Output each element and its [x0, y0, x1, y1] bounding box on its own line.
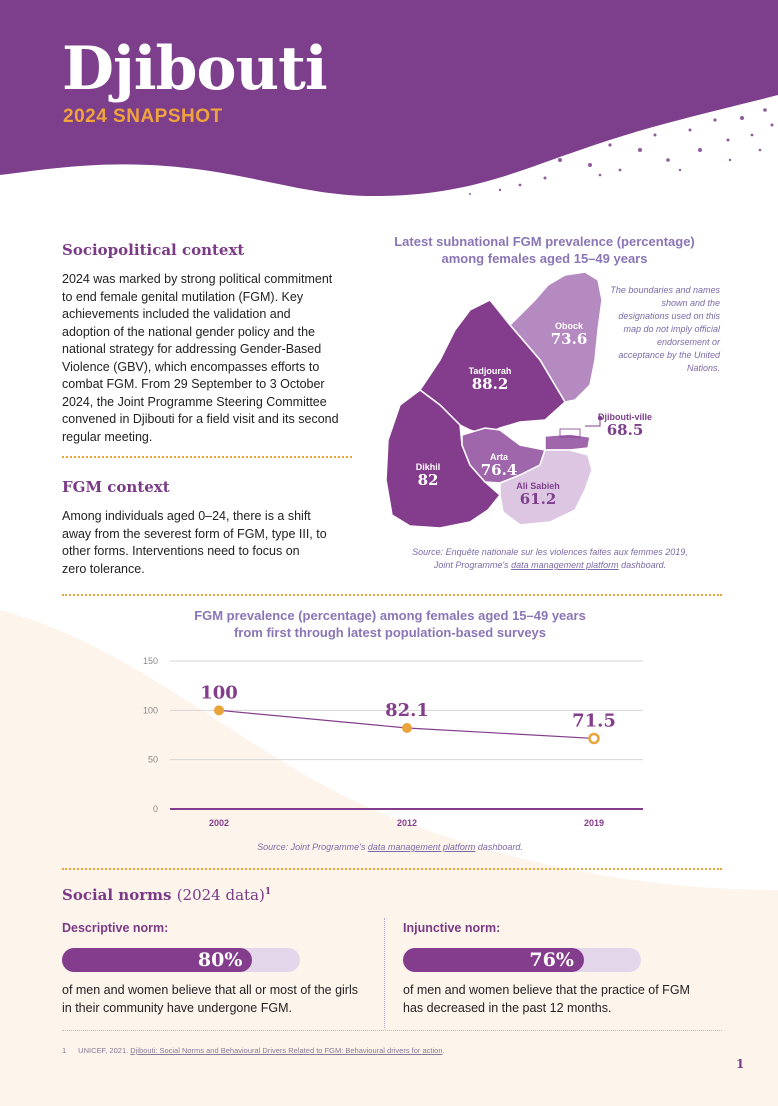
map-title-line: Latest subnational FGM prevalence (percentage)	[394, 234, 695, 249]
paragraph-line: away from the severest form of FGM, type III, to	[62, 526, 327, 541]
region-value: 82	[417, 471, 439, 489]
descriptive-norm-percent: 80%	[197, 949, 243, 971]
injunctive-norm-percent: 76%	[529, 949, 574, 971]
footnote	[62, 1046, 445, 1055]
footnote-marker[interactable]: 1	[264, 887, 272, 897]
paragraph-line: has decreased in the past 12 months.	[403, 1000, 612, 1015]
paragraph-line: of men and women believe that the practice of FGM	[403, 983, 690, 997]
paragraph-line: in their community have undergone FGM.	[62, 1000, 292, 1015]
social-norms-heading	[62, 886, 271, 904]
heading-suffix: (2024 data)	[176, 886, 265, 904]
data-platform-link[interactable]: data management platform	[367, 842, 476, 852]
paragraph-line: achievements included the validation and	[62, 307, 291, 321]
descriptive-norm-fill	[62, 948, 252, 972]
paragraph-line: Violence (GBV), which encompasses efforts to	[62, 359, 320, 374]
footnote-link[interactable]: Djibouti: Social Norms and Behavioural Drivers Related to FGM: Behavioural drivers for action	[130, 1046, 443, 1055]
data-label: 82.1	[385, 699, 429, 721]
injunctive-norm-bar	[403, 948, 641, 972]
region-name: Obock	[554, 321, 583, 331]
paragraph-line: national strategy for addressing Gender-Based	[62, 342, 322, 356]
region-name: Ali Sabieh	[516, 481, 560, 491]
paragraph-line: regular meeting.	[62, 429, 153, 444]
map-disclaimer: The boundaries and names shown and the designations used on this map do not imply official endorsement or acceptance by the United Nations.	[610, 285, 720, 373]
region-value: 76.4	[480, 461, 518, 479]
snapshot-subtitle: 2024 SNAPSHOT	[63, 106, 223, 127]
footnote-number: 1	[62, 1046, 67, 1055]
source-text: dashboard.	[475, 842, 523, 852]
section-divider	[62, 1030, 722, 1031]
source-line: Source: Enquête nationale sur les violences faites aux femmes 2019,	[412, 547, 688, 557]
fgm-context-heading: FGM context	[62, 478, 170, 496]
paragraph-line: Among individuals aged 0–24, there is a shift	[62, 509, 311, 523]
data-label: 100	[200, 682, 238, 704]
y-tick-label: 0	[152, 804, 158, 814]
data-platform-link[interactable]: data management platform	[511, 560, 619, 570]
paragraph-line: 2024, the Joint Programme Steering Committee	[62, 394, 327, 409]
region-name: Dikhil	[415, 462, 441, 472]
data-point	[403, 723, 412, 732]
injunctive-norm-fill	[403, 948, 584, 972]
injunctive-norm-text	[403, 982, 723, 1017]
injunctive-norm-label: Injunctive norm:	[403, 921, 501, 935]
paragraph-line: zero tolerance.	[62, 561, 145, 576]
descriptive-norm-text	[62, 982, 382, 1017]
column-divider	[384, 918, 385, 1028]
paragraph-line: of men and women believe that all or most of the girls	[62, 983, 358, 997]
paragraph-line: to end female genital mutilation (FGM). Key	[62, 289, 304, 304]
x-tick-label: 2002	[208, 818, 230, 828]
paragraph-line: other forms. Interventions need to focus on	[62, 544, 300, 558]
country-title: Djibouti	[62, 34, 327, 104]
source-text: Joint Programme's	[433, 560, 512, 570]
paragraph-line: combat FGM. From 29 September to 3 October	[62, 377, 325, 391]
region-value: 68.5	[606, 421, 644, 439]
section-divider	[62, 868, 722, 870]
heading-text: Social norms	[62, 886, 172, 904]
y-tick-label: 150	[142, 656, 158, 666]
region-value: 73.6	[550, 330, 588, 348]
x-tick-label: 2012	[396, 818, 418, 828]
sociopolitical-heading: Sociopolitical context	[62, 241, 245, 259]
paragraph-line: convened in Djibouti for a field visit and its second	[62, 412, 339, 426]
y-tick-label: 100	[142, 705, 158, 716]
source-text: Source: Joint Programme's	[257, 842, 368, 852]
chart-title-line: FGM prevalence (percentage) among females aged 15–49 years	[194, 608, 586, 623]
footnote-prefix: UNICEF, 2021.	[78, 1046, 131, 1055]
data-point	[215, 706, 224, 715]
paragraph-line: adoption of the national gender policy and the	[62, 324, 315, 339]
chart-title-line: from first through latest population-based surveys	[233, 625, 547, 640]
region-name: Arta	[489, 452, 508, 462]
source-text: dashboard.	[618, 560, 667, 570]
y-tick-label: 50	[147, 754, 158, 765]
data-point	[590, 734, 599, 743]
x-tick-label: 2019	[583, 818, 605, 828]
region-name: Djibouti-ville	[598, 412, 652, 422]
region-value: 88.2	[471, 375, 509, 393]
map-title-line: among females aged 15–49 years	[441, 251, 648, 266]
region-name: Tadjourah	[468, 366, 512, 376]
descriptive-norm-bar	[62, 948, 300, 972]
chart-source	[150, 842, 630, 852]
region-value: 61.2	[519, 490, 557, 508]
data-label: 71.5	[572, 710, 616, 732]
footnote-suffix: .	[442, 1046, 445, 1055]
paragraph-line: 2024 was marked by strong political commitment	[62, 272, 333, 286]
descriptive-norm-label: Descriptive norm:	[62, 921, 169, 935]
page-number: 1	[736, 1057, 745, 1071]
